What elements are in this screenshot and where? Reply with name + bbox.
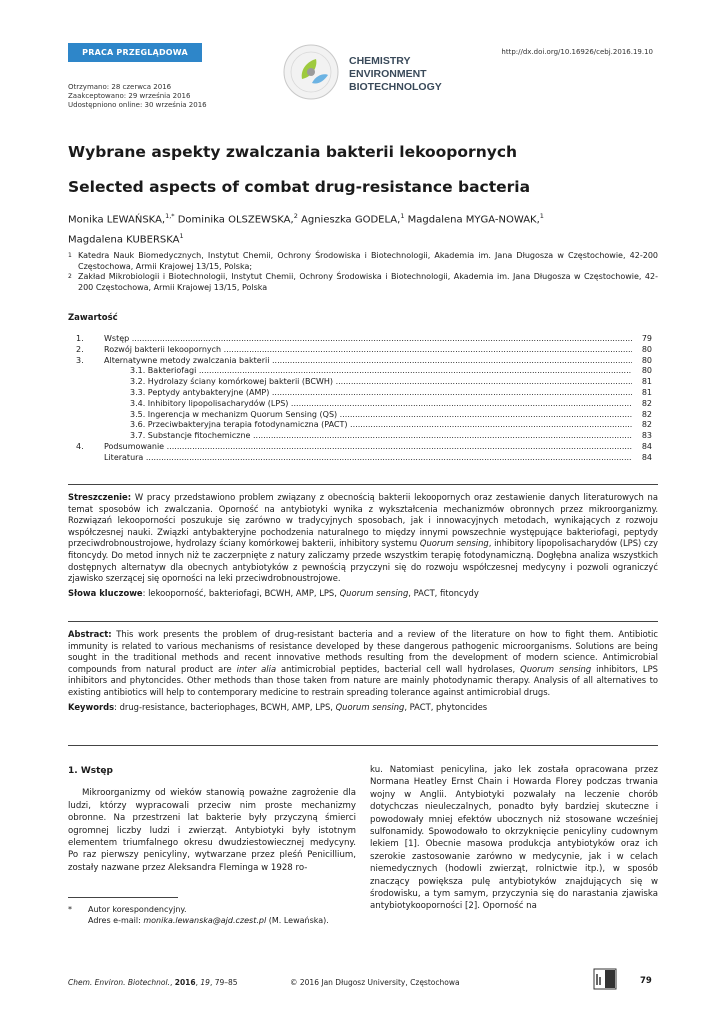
toc-entry-title: 3.7. Substancje fitochemiczne .....: [104, 431, 632, 442]
toc-entry-title: Literatura .....: [104, 453, 632, 464]
affiliation-item: [68, 251, 658, 272]
keywords-en-2: , PACT, phytoncides: [404, 701, 488, 712]
affiliations: [68, 251, 658, 293]
journal-line-1: CHEMISTRY: [349, 55, 411, 67]
toc-entry-number: [76, 399, 104, 410]
journal-line-3: BIOTECHNOLOGY: [349, 81, 442, 93]
page-number: 79: [640, 976, 652, 986]
keywords-pl-1: : lekooporność, bakteriofagi, BCWH, AMP, LPS,: [142, 587, 340, 598]
section-heading: 1. Wstęp: [68, 766, 113, 776]
toc-entry-title: 3.2. Hydrolazy ściany komórkowej bakterii (BCWH) .....: [104, 377, 632, 388]
toc-entry-number: 2.: [76, 344, 84, 354]
toc-entry-page: 84: [641, 452, 652, 462]
body-column-right: [370, 764, 658, 913]
abstract-pl-text-2: , inhibitory lipopolisacharydów (LPS) czy fitoncydy. Do metod innych niż te zaczerpnięte z natury zaliczamy przede wszystkim terapię fotodynamiczną. Dogłębna analiza wszystkich dostępnych alternatyw dla obecnych antybiotyków z pewnością przyczyni się do rozwoju współczesnej medycyny i pozwoli ograniczyć zjawisko szerzącej się oporności na leki przeciwdrobnoustrojowe.: [68, 538, 659, 584]
toc-entry[interactable]: [76, 442, 652, 453]
toc-entry-number: [76, 453, 104, 464]
toc-entry-title: 3.5. Ingerencja w mechanizm Quorum Sensing (QS) .....: [104, 410, 632, 421]
affiliation-item: [68, 272, 658, 293]
toc-entry-page: 80: [641, 366, 652, 376]
toc-entry-title: Rozwój bakterii lekoopornych .....: [104, 345, 632, 356]
toc-heading: Zawartość: [68, 313, 118, 323]
body-paragraph: ku. Natomiast penicylina, jako lek została opracowana przez Normana Heatley Ernst Chain i Howarda Florey podczas trwania wojny w Anglii. Antybiotyki pozwalały na leczenie chorób dotychczas nieuleczalnych, ponadto były bardziej skuteczne i powodowały mniej efektów ubocznych niż stosowane wcześniej sulfonamidy. Spowodowało to okrzyknięcie penicyliny cudownym lekiem [1]. Obecnie masowa produkcja antybiotyków oraz ich szerokie zastosowanie zarówno w medycynie, jak i w celach niemedycznych (hodowli zwierząt, rolnictwie itp.), w sposób znaczący powiększa pulę antybiotyków znajdujących się w środowisku, a tym samym, przyczynia się do narastania zjawiska antybiotykooporności [2]. Oporność na: [370, 765, 658, 912]
title-polish: Wybrane aspekty zwalczania bakterii lekoopornych: [68, 143, 518, 161]
toc-entry-number: [76, 420, 104, 431]
footnote-marker: *: [68, 905, 72, 914]
footer-journal: Chem. Environ. Biotechnol.: [68, 978, 170, 987]
toc-entry[interactable]: [76, 453, 652, 464]
journal-name: [349, 55, 442, 94]
affiliation-text: Katedra Nauk Biomedycznych, Instytut Chemii, Ochrony Środowiska i Biotechnologii, Akademia im. Jana Długosza w Częstochowie, 42-200 Częstochowa, Armii Krajowej 13/15, Polska;: [78, 251, 658, 271]
author-3-affil: 1: [400, 212, 405, 220]
date-received: Otrzymano: 28 czerwca 2016: [68, 83, 172, 91]
divider: [68, 484, 658, 485]
author-2-affil: 2: [293, 212, 298, 220]
body-paragraph: Mikroorganizmy od wieków stanowią poważne zagrożenie dla ludzi, którzy wypracowali przeciw nim proste mechanizmy obronne. Na przestrzeni lat bakterie były przyczyną śmierci ogromnej liczby ludzi i zwierząt. Antybiotyki były istotnym elementem triumfalnego okresu dwudziestowiecznej medycyny. Po raz pierwszy penicyliny, wytwarzane przez pleśń Penicillium, zostały nazwane przez Aleksandra Fleminga w 1928 ro-: [68, 788, 356, 873]
keywords-en-1: : drug-resistance, bacteriophages, BCWH, AMP, LPS,: [114, 701, 336, 712]
affiliation-number: 1: [68, 252, 72, 259]
toc-entry[interactable]: [76, 410, 652, 421]
affiliation-text: Zakład Mikrobiologii i Biotechnologii, Instytut Chemii, Ochrony Środowiska i Biotechnologii, Akademia im. Jana Długosza w Częstochowie, 42-200 Częstochowa, Armii Krajowej 13/15, Polska: [78, 272, 658, 292]
doi-link[interactable]: http://dx.doi.org/10.16926/cebj.2016.19.10: [501, 48, 653, 56]
abstract-pl-label: Streszczenie:: [68, 492, 132, 502]
toc-entry-page: 82: [641, 398, 652, 408]
toc-entry[interactable]: [76, 388, 652, 399]
divider: [68, 621, 658, 622]
keywords-pl-2: , PACT, fitoncydy: [408, 587, 479, 598]
toc-entry-page: 79: [641, 334, 652, 343]
date-online: Udostępniono online: 30 września 2016: [68, 101, 207, 109]
toc-entry-number: [76, 431, 104, 442]
toc-entry[interactable]: [76, 431, 652, 442]
abstract-en-text-1: This work presents the problem of drug-resistant bacteria and a review of the literature on how to fight them. Antibiotic immunity is related to various mechanisms of resistance developed by these dangerous pathogenic microorganisms. Solutions are being sought in the traditional methods and recent innovative methods resulting from the development of modern science. Antimicrobial compounds from natural product are: [68, 629, 658, 674]
author-1-affil: 1,*: [165, 212, 175, 220]
abstract-en-qs: Quorum sensing: [520, 663, 592, 674]
toc-entry[interactable]: [76, 377, 652, 388]
footnote-line-1: Autor korespondencyjny.: [88, 905, 187, 914]
footnote-line-2: [88, 915, 329, 926]
toc-entry-number: 3.: [76, 355, 84, 365]
toc-entry-title: 3.6. Przeciwbakteryjna terapia fotodynamiczna (PACT) .....: [104, 420, 632, 431]
toc-entry-page: 83: [641, 431, 652, 441]
footer-year: 2016: [174, 978, 196, 987]
toc-entry-page: 81: [641, 387, 652, 397]
author-3: Agnieszka GODELA,: [297, 214, 401, 226]
article-dates: [68, 83, 207, 110]
toc-entry-number: [76, 366, 104, 377]
footer-sep-2: ,: [195, 978, 201, 987]
article-type-badge: PRACA PRZEGLĄDOWA: [68, 43, 202, 62]
toc-entry-page: 80: [641, 344, 652, 354]
toc-entry-number: [76, 410, 104, 421]
journal-logo: [282, 43, 340, 101]
toc-entry-page: 81: [641, 377, 652, 387]
toc-entry[interactable]: [76, 420, 652, 431]
toc-entry-number: 4.: [76, 441, 84, 451]
body-column-left: [68, 765, 356, 874]
toc-entry-number: 1.: [76, 334, 84, 343]
abstract-polish: [68, 492, 658, 599]
toc-entry-title: 3.1. Bakteriofagi .....: [104, 366, 632, 377]
author-1: Monika LEWAŃSKA,: [68, 214, 166, 226]
footer-sep-1: ,: [169, 978, 175, 987]
author-5-affil: 1: [179, 232, 184, 241]
footnote-divider: [68, 897, 178, 898]
abstract-pl-text-1: W pracy przedstawiono problem związany z obecnością bakterii lekoopornych oraz zestawienie danych literaturowych na temat sposobów ich zwalczania. Oporność na antybiotyki wynika z wykształcenia mechanizmów obronnych przez mikroorganizmy. Rozwiązań lekooporności poszukuje się zarówno w tradycyjnych sposobach, jak i innowacyjnych metodach, wynikających z rozwoju współczesnej nauki. Związki antybakteryjne pochodzenia naturalnego to między innymi powszechnie występujące bakteriofagi, peptydy przeciwdrobnoustrojowe, hydrolazy ściany komórkowej bakterii, inhibitory systemu: [68, 492, 658, 549]
toc-entry[interactable]: [76, 334, 652, 345]
author-5: Magdalena KUBERSKA: [68, 234, 180, 246]
footnote: [68, 904, 356, 926]
email-label: Adres e-mail:: [88, 916, 144, 925]
toc-entry-title: 3.3. Peptydy antybakteryjne (AMP) .....: [104, 388, 632, 399]
toc-entry-number: [76, 388, 104, 399]
footer-pages: , 79–85: [209, 978, 238, 987]
toc-entry[interactable]: [76, 345, 652, 356]
keywords-en-label: Keywords: [68, 701, 115, 712]
toc-entry-title: 3.4. Inhibitory lipopolisacharydów (LPS) .....: [104, 399, 632, 410]
toc-entry-page: 80: [641, 355, 652, 365]
toc-entry-number: [76, 377, 104, 388]
toc-entry-page: 82: [641, 420, 652, 430]
keywords-en-qs: Quorum sensing: [335, 701, 405, 712]
university-logo: [593, 968, 617, 990]
toc-entry-title: Podsumowanie .....: [104, 442, 632, 453]
footer-citation: [68, 978, 238, 987]
toc-entry[interactable]: [76, 356, 652, 367]
divider: [68, 745, 658, 746]
footer-copyright: © 2016 Jan Długosz University, Częstochowa: [290, 978, 460, 987]
keywords-en: [68, 702, 658, 714]
author-4: Magdalena MYGA-NOWAK,: [404, 214, 540, 226]
toc-entry-title: Alternatywne metody zwalczania bakterii .....: [104, 356, 632, 367]
affiliation-number: 2: [68, 273, 72, 280]
email-suffix: (M. Lewańska).: [266, 916, 329, 925]
authors: [68, 208, 658, 249]
title-english: Selected aspects of combat drug-resistance bacteria: [68, 178, 531, 196]
keywords-pl-qs: Quorum sensing: [339, 587, 409, 598]
abstract-en-label: Abstract:: [68, 629, 112, 639]
toc-entry[interactable]: [76, 366, 652, 377]
footer-volume: 19: [200, 978, 210, 987]
keywords-pl: [68, 588, 658, 600]
abstract-english: [68, 629, 658, 713]
toc-entry[interactable]: [76, 399, 652, 410]
keywords-pl-label: Słowa kluczowe: [68, 587, 143, 598]
abstract-pl-qs: Quorum sensing: [419, 538, 489, 549]
toc-entry-page: 84: [641, 441, 652, 451]
abstract-en-text-3: inhibitors, LPS inhibitors and phytoncides. Other methods than those taken from nature are mainly photodynamic therapy. Analysis of all alternatives to existing antibiotics will help to contemporary medicine to restrain spreading tolerance against antimicrobial drugs.: [68, 663, 658, 697]
abstract-en-text-2: antimicrobial peptides, bacterial cell wall hydrolases,: [276, 663, 521, 674]
toc-entry-title: Wstęp .....: [104, 334, 632, 345]
abstract-en-inter-alia: inter alia: [236, 663, 277, 674]
journal-line-2: ENVIRONMENT: [349, 68, 427, 80]
toc-entry-page: 82: [641, 409, 652, 419]
author-4-affil: 1: [539, 212, 544, 220]
table-of-contents: [76, 334, 652, 464]
email-link[interactable]: monika.lewanska@ajd.czest.pl: [143, 916, 267, 925]
date-accepted: Zaakceptowano: 29 września 2016: [68, 92, 191, 100]
author-2: Dominika OLSZEWSKA,: [174, 214, 294, 226]
